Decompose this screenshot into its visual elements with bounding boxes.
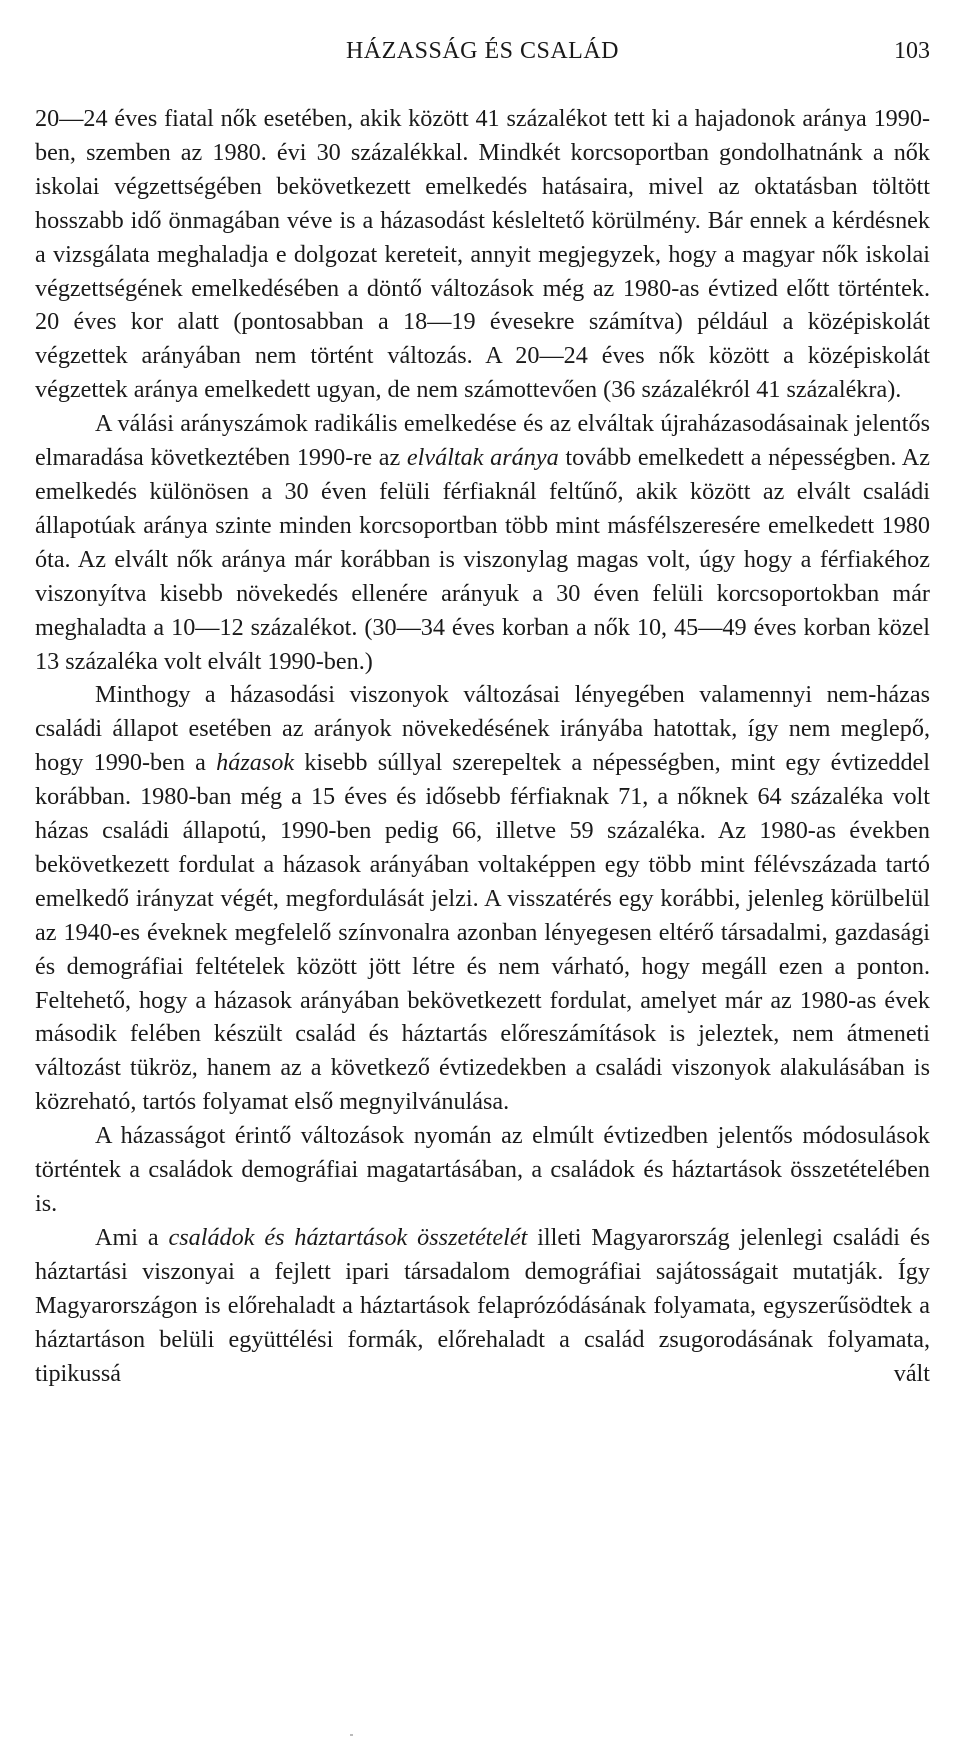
scan-speck — [350, 1734, 353, 1736]
text-run: kisebb súllyal szerepeltek a népességben, mint egy évtizeddel korábban. 1980-ban még a 15 éves és idősebb férfiaknak 71, a nőknek 64 százaléka volt házas családi állapotú, 1990-ben pedig 66, illetve 59 százaléka. Az 1980-as években bekövetkezett fordulat a házasok arányában voltaképpen egy több mint félévszázada tartó emelkedő irányzat végét, megfordulását jelzi. A visszatérés egy korábbi, jelenleg körülbelül az 1940-es éveknek megfelelő színvonalra azonban lényegesen eltérő társadalmi, gazdasági és demográfiai feltételek között jött létre és nem várható, hogy megáll ezen a ponton. Feltehető, hogy a házasok arányában bekövetkezett fordulat, amelyet már az 1980-as évek második felében készült család és háztartás előreszámítások is jeleztek, nem átmeneti változást tükröz, hanem az a következő évtizedekben a családi viszonyok alakulásában is közreható, tartós folyamat első megnyilvánulása. — [35, 749, 931, 1116]
running-header — [35, 38, 930, 72]
running-title: HÁZASSÁG ÉS CSALÁD — [345, 38, 620, 64]
paragraph — [35, 1119, 930, 1221]
paragraph — [35, 678, 930, 1119]
text-run: A válási arányszámok radikális emelkedése és az elváltak újraházasodásainak jelentős elmaradása következtében 1990-re az — [35, 410, 930, 472]
italic-text-run: elváltak aránya — [406, 444, 559, 472]
page-number: 103 — [894, 38, 930, 64]
paragraph — [35, 407, 930, 678]
text-run: tovább emelkedett a népességben. Az emelkedés különösen a 30 éven felüli férfiaknál feltűnő, akik között az elvált családi állapotúak aránya szinte minden korcsoportban több mint másfélszeresére emelkedett 1980 óta. Az elvált nők aránya már korábban is viszonylag magas volt, úgy hogy a férfiakéhoz viszonyítva kisebb növekedés ellenére arányuk a 30 éven felüli korcsoportokban már meghaladta a 10—12 százalékot. (30—34 éves korban a nők 10, 45—49 éves korban közel 13 százaléka volt elvált 1990-ben.) — [35, 444, 930, 675]
italic-text-run: házasok — [216, 749, 295, 777]
text-run: Minthogy a házasodási viszonyok változásai lényegében valamennyi nem-házas családi állapot esetében az arányok növekedésének irányába hatottak, így nem meglepő, hogy 1990-ben a — [35, 681, 930, 777]
text-run: illeti Magyarország jelenlegi családi és háztartási viszonyai a fejlett ipari társadalom demográfiai sajátosságait mutatják. Így Magyarországon is előrehaladt a háztartások felaprózódásának folyamata, egyszerűsödtek a háztartáson belüli együttélési formák, előrehaladt a család zsugorodásának folyamata, tipikussá vált — [35, 1223, 930, 1387]
text-run: Ami a — [95, 1223, 169, 1251]
text-run: A házasságot érintő változások nyomán az elmúlt évtizedben jelentős módosulások történtek a családok demográfiai magatartásában, a családok és háztartások összetételében is. — [35, 1122, 930, 1217]
text-run: 20—24 éves fiatal nők esetében, akik között 41 százalékot tett ki a hajadonok aránya 1990-ben, szemben az 1980. évi 30 százalékkal. Mindkét korcsoportban gondolhatnánk a nők iskolai végzettségében bekövetkezett emelkedés hatásaira, mivel az oktatásban töltött hosszabb idő önmagában véve is a házasodást késleltető körülmény. Bár ennek a kérdésnek a vizsgálata meghaladja e dolgozat kereteit, annyit megjegyzek, hogy a magyar nők iskolai végzettségének emelkedésében a döntő változások még az 1980-as évtized előtt történtek. 20 éves kor alatt (pontosabban a 18—19 évesekre számítva) például a középiskolát végzettek arányában nem történt változás. A 20—24 éves nők között a középiskolát végzettek aránya emelkedett ugyan, de nem számottevően (36 százalékról 41 százalékra). — [35, 105, 930, 404]
paragraph — [35, 102, 930, 407]
italic-text-run: családok és háztartások összetételét — [168, 1223, 528, 1251]
body-text — [35, 102, 930, 1390]
paragraph — [35, 1221, 930, 1391]
